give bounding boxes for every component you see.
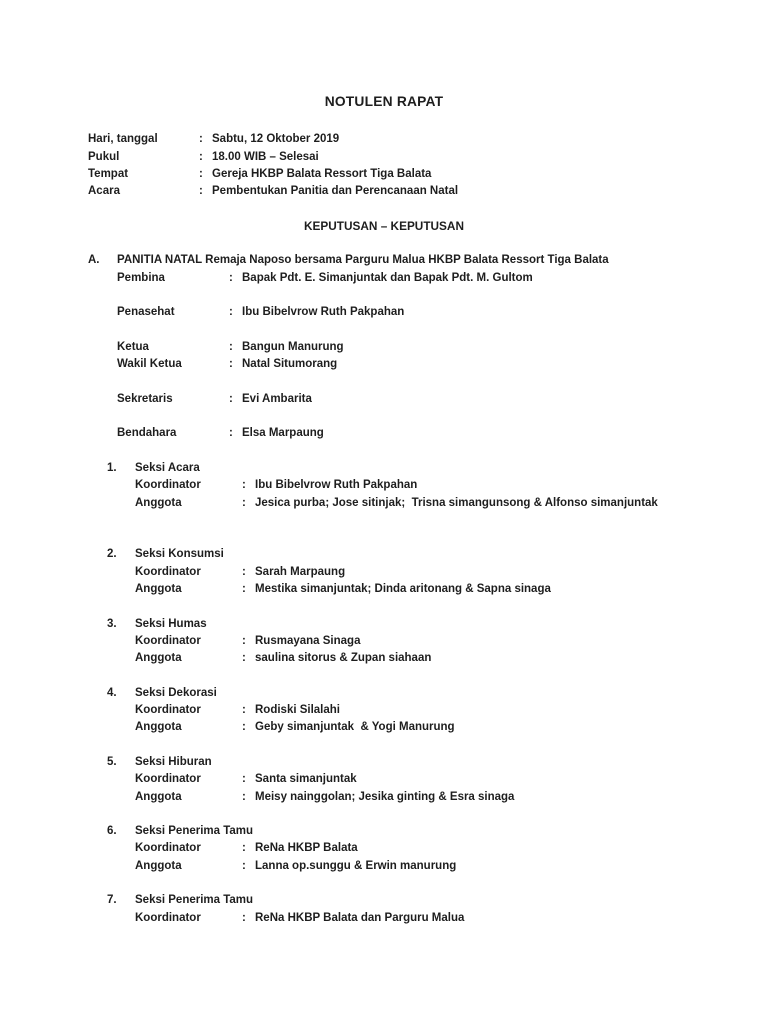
spacer (0, 806, 768, 823)
meta-label: Pukul (88, 150, 120, 163)
committee-heading (0, 685, 768, 702)
committee-row (0, 650, 768, 667)
officer-row-penasehat (0, 304, 768, 321)
meta-label: Acara (88, 185, 120, 198)
meta-value: Pembentukan Panitia dan Perencanaan Natal (212, 185, 459, 198)
officer-row-wakil-ketua (0, 356, 768, 373)
spacer (0, 200, 768, 217)
meta-value: Sabtu, 12 Oktober 2019 (212, 133, 340, 146)
committee-row (0, 564, 768, 581)
spacer (0, 110, 768, 131)
committee-heading (0, 892, 768, 909)
officer-row-pembina (0, 270, 768, 287)
committee-number: 3. (107, 617, 117, 630)
meta-value: Gereja HKBP Balata Ressort Tiga Balata (212, 167, 432, 180)
meta-label: Hari, tanggal (88, 133, 158, 146)
committee-row (0, 495, 768, 512)
committee-heading (0, 616, 768, 633)
colon: : (242, 790, 246, 803)
colon: : (229, 358, 233, 371)
colon: : (242, 496, 246, 509)
colon: : (242, 721, 246, 734)
committee-row (0, 910, 768, 927)
colon: : (229, 306, 233, 319)
colon: : (242, 859, 246, 872)
officer-value: Elsa Marpaung (242, 427, 324, 440)
officer-value: Bapak Pdt. E. Simanjuntak dan Bapak Pdt. M. Gultom (242, 271, 533, 284)
colon: : (229, 392, 233, 405)
committee-heading (0, 754, 768, 771)
committee-row (0, 581, 768, 598)
committee-row (0, 840, 768, 857)
document-title: NOTULEN RAPAT (324, 94, 444, 109)
colon: : (199, 167, 203, 180)
committee-role-value: ReNa HKBP Balata dan Parguru Malua (255, 911, 465, 924)
colon: : (242, 652, 246, 665)
committee-role-value: Geby simanjuntak & Yogi Manurung (255, 721, 455, 734)
officer-label: Sekretaris (117, 392, 173, 405)
committee-role-label: Koordinator (135, 842, 201, 855)
colon: : (242, 634, 246, 647)
committee-title: Seksi Dekorasi (135, 686, 217, 699)
colon: : (242, 704, 246, 717)
spacer (0, 235, 768, 252)
committee-role-label: Koordinator (135, 704, 201, 717)
colon: : (199, 150, 203, 163)
committee-number: 7. (107, 894, 117, 907)
committee-role-label: Koordinator (135, 479, 201, 492)
committee-role-value: Rusmayana Sinaga (255, 634, 361, 647)
committee-row (0, 771, 768, 788)
spacer (0, 668, 768, 685)
spacer (0, 737, 768, 754)
colon: : (242, 911, 246, 924)
committee-role-label: Anggota (135, 721, 182, 734)
officer-row-ketua (0, 339, 768, 356)
committee-heading (0, 823, 768, 840)
meta-row-agenda (0, 183, 768, 200)
spacer (0, 875, 768, 892)
officer-label: Penasehat (117, 306, 175, 319)
colon: : (242, 565, 246, 578)
committee-number: 6. (107, 825, 117, 838)
spacer (0, 322, 768, 339)
meta-row-time (0, 149, 768, 166)
committee-role-value: Mestika simanjuntak; Dinda aritonang & Sapna sinaga (255, 583, 551, 596)
spacer (0, 287, 768, 304)
officer-label: Ketua (117, 340, 149, 353)
committee-row (0, 702, 768, 719)
committee-title: Seksi Acara (135, 461, 200, 474)
officer-label: Pembina (117, 271, 165, 284)
committee-role-label: Koordinator (135, 634, 201, 647)
colon: : (242, 842, 246, 855)
committee-role-label: Koordinator (135, 565, 201, 578)
colon: : (242, 583, 246, 596)
spacer (0, 598, 768, 615)
committee-row (0, 719, 768, 736)
spacer (0, 373, 768, 390)
committee-number: 4. (107, 686, 117, 699)
colon: : (229, 340, 233, 353)
spacer (0, 443, 768, 460)
title-row (0, 93, 768, 110)
committee-row (0, 789, 768, 806)
committee-role-label: Koordinator (135, 773, 201, 786)
subtitle-row (0, 218, 768, 235)
officer-value: Natal Situmorang (242, 358, 338, 371)
committee-role-value: Lanna op.sunggu & Erwin manurung (255, 859, 457, 872)
committee-row (0, 858, 768, 875)
committee-role-label: Koordinator (135, 911, 201, 924)
section-a-heading (0, 252, 768, 269)
committee-role-label: Anggota (135, 790, 182, 803)
meta-row-place (0, 166, 768, 183)
committee-number: 1. (107, 461, 117, 474)
committee-role-value: Ibu Bibelvrow Ruth Pakpahan (255, 479, 418, 492)
section-marker: A. (88, 254, 100, 267)
committee-role-value: Meisy nainggolan; Jesika ginting & Esra sinaga (255, 790, 515, 803)
officer-row-bendahara (0, 425, 768, 442)
colon: : (229, 271, 233, 284)
committee-role-value: Rodiski Silalahi (255, 704, 340, 717)
committee-role-label: Anggota (135, 583, 182, 596)
colon: : (199, 133, 203, 146)
committee-role-label: Anggota (135, 859, 182, 872)
colon: : (242, 479, 246, 492)
spacer (0, 512, 768, 529)
committee-role-label: Anggota (135, 652, 182, 665)
officer-value: Evi Ambarita (242, 392, 312, 405)
officer-row-sekretaris (0, 391, 768, 408)
committee-role-value: Jesica purba; Jose sitinjak; Trisna simangunsong & Alfonso simanjuntak (255, 496, 658, 509)
officer-label: Bendahara (117, 427, 177, 440)
committee-row (0, 633, 768, 650)
section-heading-text: PANITIA NATAL Remaja Naposo bersama Parguru Malua HKBP Balata Ressort Tiga Balata (117, 254, 609, 267)
committee-title: Seksi Hiburan (135, 755, 212, 768)
committee-title: Seksi Penerima Tamu (135, 894, 254, 907)
committee-role-value: Sarah Marpaung (255, 565, 346, 578)
committee-role-value: saulina sitorus & Zupan siahaan (255, 652, 432, 665)
committee-title: Seksi Humas (135, 617, 207, 630)
meta-label: Tempat (88, 167, 129, 180)
committee-heading (0, 546, 768, 563)
committee-heading (0, 460, 768, 477)
committee-number: 2. (107, 548, 117, 561)
committee-role-label: Anggota (135, 496, 182, 509)
officer-label: Wakil Ketua (117, 358, 182, 371)
meta-row-date (0, 131, 768, 148)
spacer (0, 529, 768, 546)
committee-title: Seksi Penerima Tamu (135, 825, 254, 838)
colon: : (229, 427, 233, 440)
committee-title: Seksi Konsumsi (135, 548, 224, 561)
colon: : (242, 773, 246, 786)
spacer (0, 408, 768, 425)
meta-value: 18.00 WIB – Selesai (212, 150, 319, 163)
committee-role-value: Santa simanjuntak (255, 773, 357, 786)
officer-value: Bangun Manurung (242, 340, 344, 353)
committee-role-value: ReNa HKBP Balata (255, 842, 358, 855)
colon: : (199, 185, 203, 198)
committee-row (0, 477, 768, 494)
document-subtitle: KEPUTUSAN – KEPUTUSAN (304, 218, 464, 233)
committee-number: 5. (107, 755, 117, 768)
officer-value: Ibu Bibelvrow Ruth Pakpahan (242, 306, 405, 319)
